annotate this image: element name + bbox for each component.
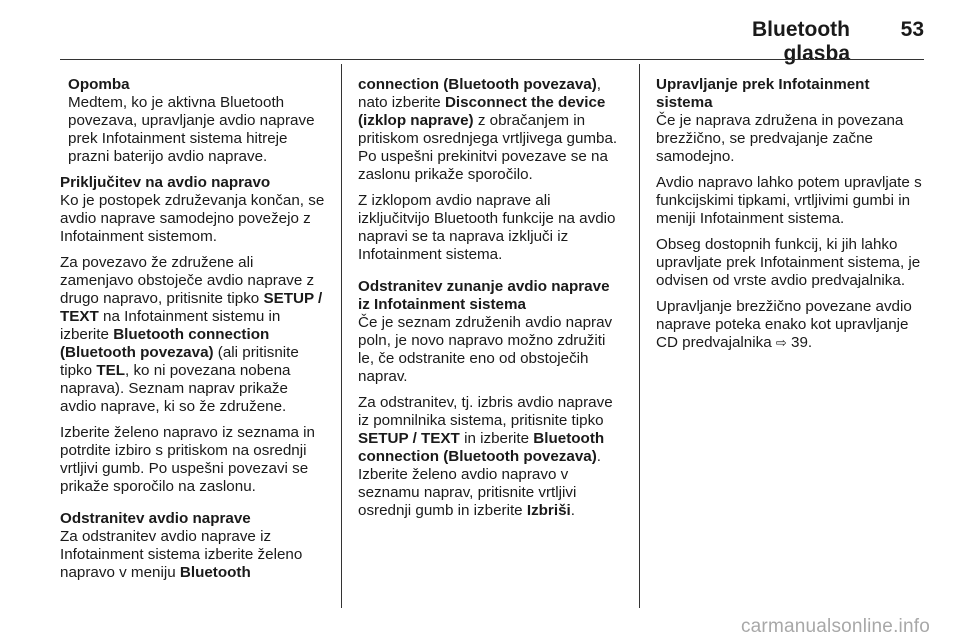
paragraph: Z izklopom avdio naprave ali izključitvijo Bluetooth funkcije na avdio napravi se ta naprava izključi iz Infotainment sistema. (358, 192, 616, 263)
text-run: Za povezavo že združene ali zamenjavo obstoječe avdio naprave z drugo napravo, pritisnite tipko (60, 254, 315, 307)
bold-text: SETUP / TEXT (60, 290, 323, 325)
text-run: (ali pritisnite tipko (60, 344, 299, 379)
column-2 (358, 76, 624, 528)
paragraph: Ko je postopek združevanja končan, se avdio naprave samodejno povežejo z Infotainment sistemom. (60, 192, 325, 245)
paragraph (60, 254, 326, 416)
paragraph (358, 76, 624, 184)
paragraph: Avdio napravo lahko potem upravljate s funkcijskimi tipkami, vrtljivimi gumbi in meniji Infotainment sistema. (656, 174, 922, 227)
section-heading: Odstranitev zunanje avdio naprave iz Infotainment sistema (358, 278, 610, 313)
paragraph: Obseg dostopnih funkcij, ki jih lahko upravljate prek Infotainment sistema, je odvisen od vrste avdio predvajalnika. (656, 236, 921, 289)
paragraph (60, 528, 326, 582)
page-reference-arrow-icon: ⇨ (775, 335, 787, 350)
text-run: , nato izberite (358, 76, 602, 111)
bold-text: Bluetooth (179, 564, 251, 581)
header-rule (60, 59, 924, 60)
text-run: Za odstranitev avdio naprave iz Infotainment sistema izberite želeno napravo v meniju (60, 528, 303, 581)
note-text: Medtem, ko je aktivna Bluetooth povezava, upravljanje avdio naprave prek Infotainment sistema hitreje prazni baterijo avdio naprave. (68, 94, 315, 165)
section-heading: Upravljanje prek Infotainment sistema (656, 76, 870, 111)
page-number: 53 (900, 18, 924, 41)
paragraph: Če je seznam združenih avdio naprav poln, je novo napravo možno združiti le, če odstranite eno od obstoječih naprav. (358, 314, 613, 385)
bold-text: TEL (96, 362, 125, 379)
text-run: na Infotainment sistemu in izberite (60, 308, 281, 343)
paragraph (358, 394, 624, 520)
column-1 (60, 76, 326, 590)
column-3 (656, 76, 924, 360)
text-run: in izberite (459, 430, 534, 447)
watermark: carmanualsonline.info (740, 616, 930, 637)
bold-text: Izbriši (526, 502, 571, 519)
text-run: Upravljanje brezžično povezane avdio naprave poteka enako kot upravljanje CD predvajalnika (656, 298, 912, 351)
bold-text: Disconnect the device (izklop naprave) (358, 94, 606, 129)
text-run: . (570, 502, 575, 519)
note-box (60, 76, 326, 166)
text-run: Za odstranitev, tj. izbris avdio naprave iz pomnilnika sistema, pritisnite tipko (358, 394, 613, 429)
section-heading: Odstranitev avdio naprave (60, 510, 251, 527)
text-run: . (807, 334, 813, 351)
text-run: z obračanjem in pritiskom osrednjega vrtljivega gumba. Po uspešni prekinitvi povezave se na zaslonu prikaže sporočilo. (358, 112, 618, 183)
column-divider (639, 64, 640, 608)
page-reference-link[interactable]: 39 (791, 334, 808, 351)
paragraph: Izberite želeno napravo iz seznama in potrdite izbiro s pritiskom na osrednji vrtljivi gumb. Po uspešni povezavi se prikaže sporočilo na zaslonu. (60, 424, 315, 495)
bold-text: connection (Bluetooth povezava) (358, 76, 597, 93)
text-run: . Izberite želeno avdio napravo v seznamu naprav, pritisnite vrtljivi osrednji gumb in izberite (358, 448, 602, 519)
header-title: Bluetooth glasba (752, 18, 850, 65)
paragraph: Če je naprava združena in povezana brezžično, se predvajanje začne samodejno. (656, 112, 904, 165)
bold-text: Bluetooth connection (Bluetooth povezava) (358, 430, 605, 465)
section-heading: Priključitev na avdio napravo (60, 174, 271, 191)
text-run: , ko ni povezana nobena naprava). Seznam naprav prikaže avdio naprave, ki so že združene. (60, 362, 291, 415)
bold-text: Bluetooth connection (Bluetooth povezava) (60, 326, 270, 361)
note-title: Opomba (68, 76, 130, 93)
paragraph (656, 298, 924, 352)
column-divider (341, 64, 342, 608)
bold-text: SETUP / TEXT (358, 430, 460, 447)
